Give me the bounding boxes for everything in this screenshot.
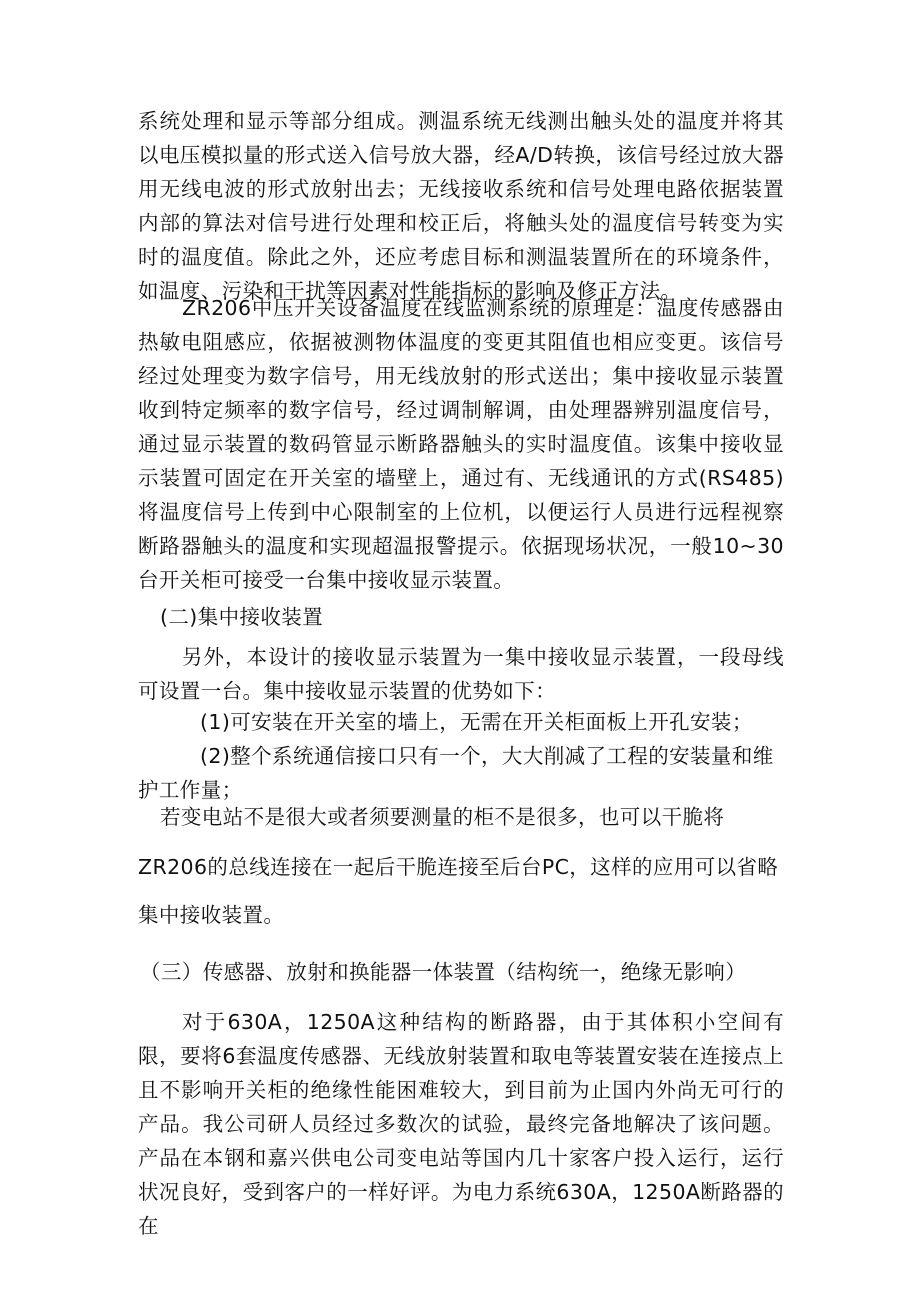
list-item-wall-mount: (1)可安装在开关室的墙上，无需在开关柜面板上开孔安装； [200,710,753,734]
paragraph-receiver-intro: 另外，本设计的接收显示装置为一集中接收显示装置，一段母线可设置一台。集中接收显示装置的优势如下： [138,645,784,703]
paragraph-zr206-principle: ZR206中压开关设备温度在线监测系统的原理是：温度传感器由热敏电阻感应，依据被测物体温度的变更其阻值也相应变更。该信号经过处理变为数字信号，用无线放射的形式送出；集中接收显示装置收到特定频率的数字信号，经过调制解调，由处理器辨别温度信号，通过显示装置的数码管显示断路器触头的实时温度值。该集中接收显示装置可固定在开关室的墙壁上，通过有、无线通讯的方式(RS485)将温度信号上传到中心限制室的上位机，以便运行人员进行远程视察断路器触头的温度和实现超温报警提示。依据现场状况，一般10~30台开关柜可接受一台集中接收显示装置。 [138,296,784,592]
paragraph-breaker-solution: 对于630A，1250A这种结构的断路器，由于其体积小空间有限，要将6套温度传感器、无线放射装置和取电等装置安装在连接点上且不影响开关柜的绝缘性能困难较大，到目前为止国内外尚无可行的产品。我公司研人员经过多数次的试验，最终完备地解决了该问题。产品在本钢和嘉兴供电公司变电站等国内几十家客户投入运行，运行状况良好，受到客户的一样好评。为电力系统630A，1250A断路器的在 [138,1010,784,1238]
section-heading-centralized-receiver: (二)集中接收装置 [160,605,324,629]
section-heading-integrated-device: （三）传感器、放射和换能器一体装置（结构统一，绝缘无影响） [140,960,747,984]
list-item-single-interface: (2)整个系统通信接口只有一个，大大削减了工程的安装量和维护工作量； [138,744,774,802]
paragraph-small-substation-line1: 若变电站不是很大或者须要测量的柜不是很多，也可以干脆将 [160,805,725,829]
paragraph-small-substation-line2: ZR206的总线连接在一起后干脆连接至后台PC，这样的应用可以省略 [138,855,779,879]
paragraph-small-substation-line3: 集中接收装置。 [138,903,285,927]
paragraph-system-composition: 系统处理和显示等部分组成。测温系统无线测出触头处的温度并将其以电压模拟量的形式送入信号放大器，经A/D转换，该信号经过放大器用无线电波的形式放射出去；无线接收系统和信号处理电路依据装置内部的算法对信号进行处理和校正后，将触头处的温度信号转变为实时的温度值。除此之外，还应考虑目标和测温装置所在的环境条件，如温度、污染和干扰等因素对性能指标的影响及修正方法。 [138,109,784,303]
